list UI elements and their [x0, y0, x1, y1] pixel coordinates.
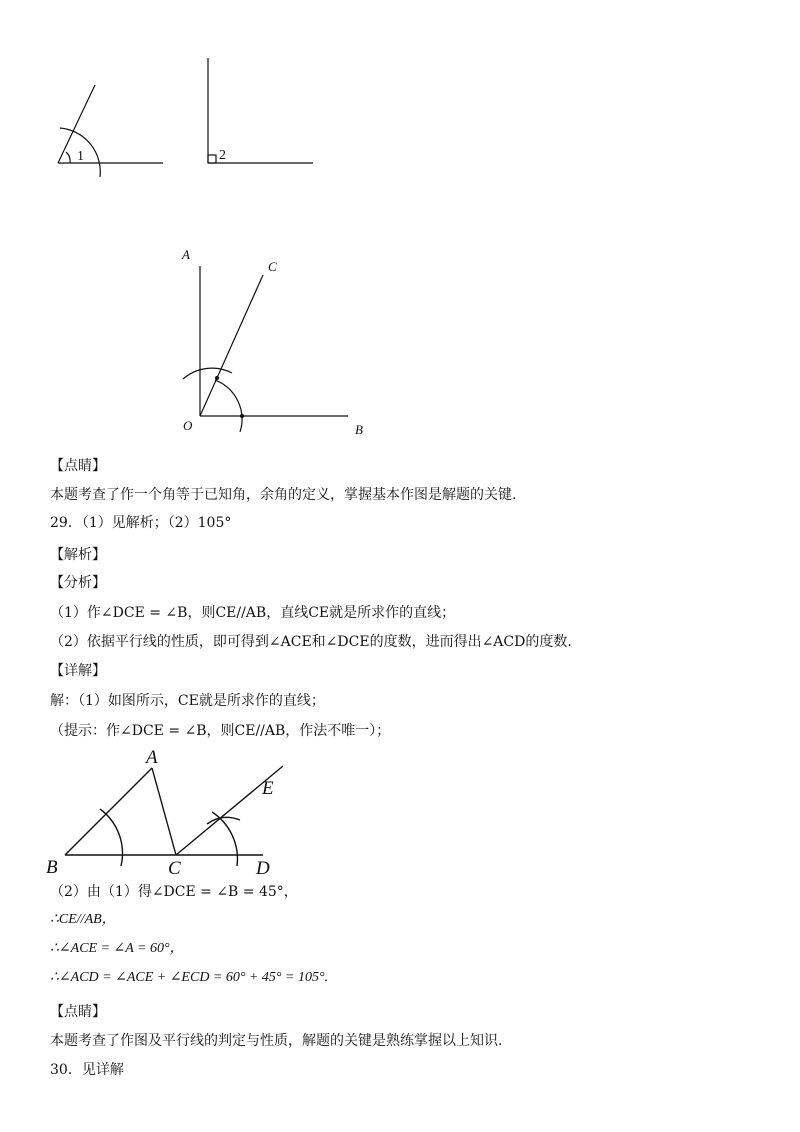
fenxi-heading: 【分析】 — [50, 575, 106, 591]
tri-b-label: B — [46, 857, 58, 878]
xiangjie-heading: 【详解】 — [50, 663, 106, 679]
point-c-label: C — [268, 259, 277, 274]
tri-d-label: D — [256, 858, 270, 879]
solution-2: （2）由（1）得∠DCE = ∠B = 45°， — [50, 884, 298, 900]
analysis-2: （2）依据平行线的性质，即可得到∠ACE和∠DCE的度数，进而得出∠ACD的度数. — [50, 634, 572, 650]
angle-2-label: 2 — [219, 148, 226, 163]
tri-c-label: C — [168, 858, 181, 879]
dianjing-heading-2: 【点睛】 — [50, 1004, 106, 1020]
solution-1: 解：（1）如图所示，CE就是所求作的直线； — [50, 693, 325, 709]
angle-1-label: 1 — [77, 149, 84, 164]
summary-1: 本题考查了作一个角等于已知角，余角的定义，掌握基本作图是解题的关键. — [50, 487, 517, 503]
jiexi-heading: 【解析】 — [50, 547, 106, 563]
summary-2: 本题考查了作图及平行线的判定与性质，解题的关键是熟练掌握以上知识. — [50, 1033, 503, 1049]
tri-a-label: A — [146, 747, 158, 768]
question-30-answer: 30．见详解 — [50, 1062, 124, 1078]
analysis-1: （1）作∠DCE = ∠B，则CE//AB，直线CE就是所求作的直线； — [50, 605, 456, 621]
question-29-answer: 29．（1）见解析；（2）105° — [50, 515, 232, 531]
point-b-label: B — [355, 422, 363, 437]
tri-e-label: E — [262, 778, 274, 799]
step-1: ∴CE//AB， — [50, 912, 116, 927]
step-2: ∴∠ACE = ∠A = 60°， — [50, 941, 184, 956]
hint: （提示：作∠DCE = ∠B，则CE//AB，作法不唯一）； — [50, 723, 391, 739]
point-o-label: O — [183, 418, 193, 433]
step-3: ∴∠ACD = ∠ACE + ∠ECD = 60° + 45° = 105°. — [50, 970, 329, 985]
point-a-label: A — [182, 247, 190, 262]
dianjing-heading-1: 【点睛】 — [50, 458, 106, 474]
